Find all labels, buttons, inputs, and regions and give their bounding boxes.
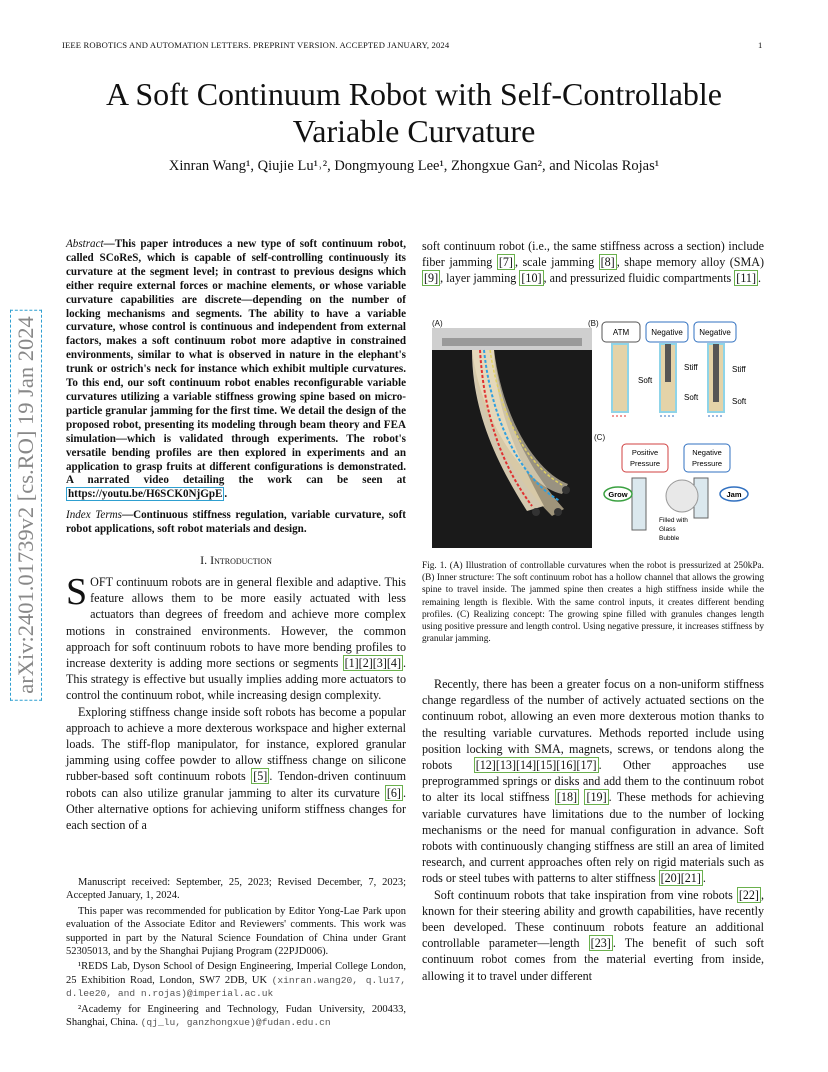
citation-6[interactable]: [6] — [386, 785, 401, 800]
label-a: (A) — [432, 319, 443, 328]
affiliation-2-emails: (qj_lu, ganzhongxue)@fudan.edu.cn — [140, 1017, 331, 1029]
footnote-manuscript: Manuscript received: September, 25, 2023; Revised December, 7, 2023; Accepted January, 1, 2024. — [66, 877, 406, 902]
index-terms-text: —Continuous stiffness regulation, variable curvature, soft robot applications, soft robot materials and design. — [66, 509, 406, 536]
right-p1-text-d: . — [702, 871, 706, 886]
affiliation-1-emails: (xinran.wang20, q.lu17, d.lee20, and n.rojas)@imperial.ac.uk — [66, 974, 406, 1000]
intro-p1-text-a: OFT continuum robots are in general flexible and adaptive. This feature allows them to be more easily actuated with less actuators than degrees of freedom and achieve more complex motions in constrained environments. However, the common approach for soft continuum robots to have more bending profiles to increase dexterity is adding more sections or segments — [66, 575, 406, 671]
intro-p2-text-c: . Other alternative options for achieving uniform stiffness changes for each section of a — [66, 785, 406, 833]
negative-label-2: Negative — [699, 328, 731, 337]
stiff-label-2: Stiff — [732, 365, 746, 374]
right-p0-text-c: , shape memory alloy (SMA) — [616, 255, 765, 270]
abstract-label: Abstract — [66, 238, 104, 250]
footnote-recommended: This paper was recommended for publication by Editor Yong-Lae Park upon evaluation of the Associate Editor and Reviewers' comments. This work was supported in part by the Natural Science Foundation of China under Grant 52305013, and by the Shanghai Pujiang Program (22PJD006). — [66, 905, 406, 958]
tube-1 — [612, 344, 628, 412]
right-p1-text-c: . These methods for achieving variable curvatures have limitations due to the number of locking mechanisms or the need for manual configuration in advance. Soft robots with continuously changing stiffness are still an area of limited research, and current approaches often rely on rigid materials such as rods or steel tubes with patterns to alter stiffness — [422, 790, 764, 886]
filled-label-3: Bubble — [659, 535, 680, 542]
arxiv-sidebar — [6, 255, 46, 755]
right-p2-text-c: . The benefit of such soft continuum robot comes from the material everting from inside, allowing it to travel under different — [422, 936, 765, 983]
citation-20-21[interactable]: [20][21] — [660, 871, 701, 886]
citation-23[interactable]: [23] — [590, 936, 611, 951]
intro-p1-text-b: . This strategy is effective but usually implies adding more actuators to control the continuum robot, while increasing design complexity. — [66, 656, 406, 703]
video-link[interactable]: https://youtu.be/H6SCK0NjGpE — [68, 488, 223, 501]
page-number: 1 — [758, 40, 763, 50]
right-paragraph-1 — [422, 676, 764, 887]
intro-p2-text-a: Exploring stiffness change inside soft robots has become a popular approach to achieve a more dexterous workspace and higher external loads. The stiff-flop manipulator, for instance, explored granular jamming using coffee powder to allow stiffness change on silicone rubber-based soft continuum robots — [66, 704, 406, 784]
abstract-text: —This paper introduces a new type of soft continuum robot, called SCoReS, which is capable of self-controlling continuously its curvature at the segment level; in contrast to previous designs which either require external forces or machine elements, or whose variable curvature capabilities are discrete—depending on the number of locking mechanisms and segments. The ability to have a variable curvature, whose control is continuous and independent from external factors, makes a soft continuum robot more adaptive in constrained environments, similar to what is observed in nature in the elephant's trunk or ostrich's neck for instance which exhibit multiple curvatures. To this end, our soft continuum robot enables reconfigurable variable curvatures utilizing a variable stiffness growing spine based on micro-particle granular jamming for the first time. We detail the design of the proposed robot, presenting its modeling through beam theory and FEA simulation—which is validated through experiments. The robot's versatile bending profiles are then explored in experiments and an application to grasp fruits at different configurations is demonstrated. A narrated video detailing the work can be seen at — [66, 238, 406, 487]
running-header: IEEE ROBOTICS AND AUTOMATION LETTERS. PREPRINT VERSION. ACCEPTED JANUARY, 2024 — [62, 40, 450, 50]
right-p0-text-d: , layer jamming — [440, 271, 520, 286]
right-paragraph-2 — [422, 887, 764, 984]
citation-12-17[interactable]: [12][13][14][15][16][17] — [475, 758, 597, 773]
intro-p2-text-b: . Tendon-driven continuum robots can also utilize granular jamming to alter its curvature — [66, 769, 406, 800]
citation-10[interactable]: [10] — [521, 271, 542, 286]
label-c: (C) — [594, 433, 606, 442]
spine-1 — [665, 344, 671, 382]
atm-label: ATM — [612, 328, 630, 337]
section-heading-introduction: I. Introduction — [200, 553, 272, 568]
footnote-affiliation-2 — [66, 1003, 406, 1030]
title-line-1: A Soft Continuum Robot with Self-Controllable — [106, 76, 722, 112]
spine-2 — [713, 344, 719, 402]
label-b: (B) — [588, 319, 599, 328]
filled-label-2: Glass — [659, 526, 676, 533]
title-line-2: Variable Curvature — [292, 113, 536, 149]
affiliation-1-text: ¹REDS Lab, Dyson School of Design Engineering, Imperial College London, 25 Exhibition Road, London, SW7 2DB, UK — [66, 961, 406, 986]
drop-cap: S — [66, 571, 88, 614]
grow-label: Grow — [608, 490, 628, 499]
negative-pressure-label-1: Negative — [692, 448, 722, 457]
right-p0-text-a: soft continuum robot (i.e., the same stiffness across a section) include fiber jamming — [422, 239, 764, 270]
soft-label-3: Soft — [732, 397, 747, 406]
glass-bubble-zoom — [666, 480, 698, 512]
citation-18[interactable]: [18] — [556, 790, 578, 805]
index-terms-label: Index Terms — [66, 509, 122, 522]
right-p0-text-b: , scale jamming — [514, 255, 599, 270]
right-column-paragraph-0 — [422, 238, 764, 287]
right-p0-text-f: . — [758, 271, 762, 286]
left-column — [66, 238, 406, 833]
right-column-body — [422, 676, 764, 984]
citation-1-4[interactable]: [1][2][3][4] — [344, 656, 401, 671]
citation-19[interactable]: [19] — [586, 790, 607, 805]
negative-pressure-label-2: Pressure — [691, 459, 723, 468]
right-p1-text-b: . Other approaches use preprogrammed springs or disks and add them to the continuum robot to alter its local stiffness — [422, 758, 764, 805]
mount-rail — [442, 338, 582, 346]
soft-label-1: Soft — [638, 376, 653, 385]
right-p1-text-a: Recently, there has been a greater focus on a non-uniform stiffness change regardless of the number of actively actuated sections on the continuum robot, allowing an even more dexterous motion thanks to the resulting variable curvatures. Methods reported include using position locking with SMA, magnets, screws, or tendons along the robots — [422, 677, 764, 773]
footnotes — [66, 876, 406, 1029]
stiff-label-1: Stiff — [684, 363, 698, 372]
figure-1-caption: Fig. 1. (A) Illustration of controllable curvatures when the robot is pressurized at 250kPa. (B) Inner structure: The soft continuum robot has a hollow channel that allows the growing spine to travel inside. The jammed spine then creates a high stiffness inside while the remaining length is flexible. With the same control inputs, it creates different bending profiles. (C) Realizing concept: The growing spine filled with granules changes length using positive pressure and length control. Using negative pressure, it increases stiffness by granular jamming. — [422, 561, 764, 645]
citation-5[interactable]: [5] — [253, 769, 268, 784]
paper-title — [60, 76, 768, 150]
intro-paragraph-2 — [66, 704, 406, 834]
right-p2-text-a: Soft continuum robots that take inspiration from vine robots — [434, 887, 737, 902]
citation-11[interactable]: [11] — [736, 271, 756, 286]
right-p2-text-b: , known for their steering ability and growth capabilities, have recently been developed. These continuum robots feature an additional controllable parameter—length — [422, 887, 764, 951]
citation-8[interactable]: [8] — [600, 255, 615, 270]
negative-label-1: Negative — [651, 328, 683, 337]
figure-1 — [432, 316, 767, 548]
index-terms — [66, 509, 406, 537]
author-list: Xinran Wang¹, Qiujie Lu¹˒², Dongmyoung Lee¹, Zhongxue Gan², and Nicolas Rojas¹ — [168, 158, 660, 174]
citation-7[interactable]: [7] — [498, 255, 513, 270]
footnote-affiliation-1 — [66, 960, 406, 1000]
robot-tip-2 — [554, 508, 562, 516]
figure-1-illustration — [432, 316, 767, 548]
positive-pressure-label-1: Positive — [631, 448, 659, 457]
spine-tube-left — [632, 478, 646, 530]
abstract — [66, 238, 406, 502]
citation-22[interactable]: [22] — [738, 887, 759, 902]
intro-paragraph-1 — [66, 571, 406, 704]
filled-label-1: Filled with — [659, 517, 688, 524]
citation-9[interactable]: [9] — [424, 271, 439, 286]
soft-label-2: Soft — [684, 393, 699, 402]
jam-label: Jam — [726, 490, 742, 499]
affiliation-2-text: ²Academy for Engineering and Technology, Fudan University, 200433, Shanghai, China. — [66, 1003, 406, 1029]
positive-pressure-label-2: Pressure — [629, 459, 661, 468]
arxiv-id[interactable]: arXiv:2401.01739v2 [cs.RO] 19 Jan 2024 — [10, 309, 42, 700]
abstract-end: . — [224, 488, 228, 501]
robot-tip-1 — [532, 508, 540, 516]
robot-tip-3 — [562, 486, 570, 494]
right-p0-text-e: , and pressurized fluidic compartments — [543, 271, 735, 286]
